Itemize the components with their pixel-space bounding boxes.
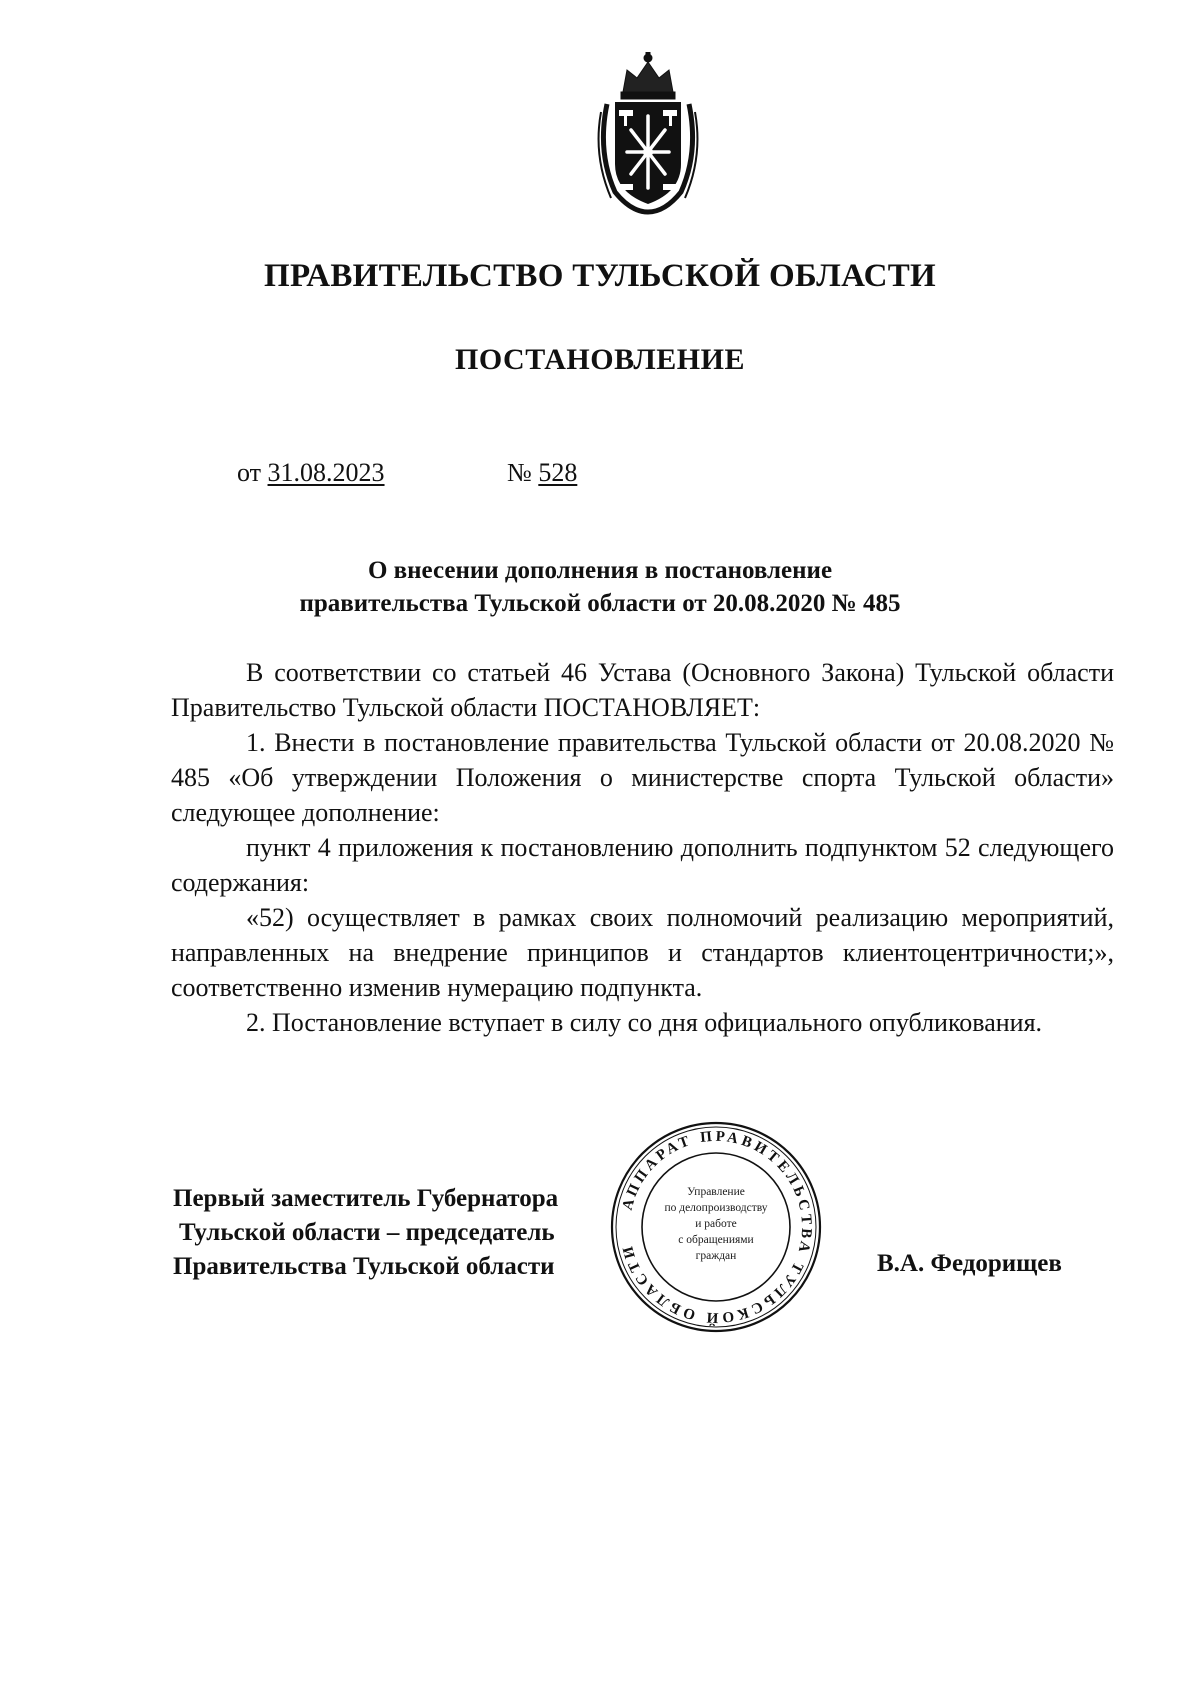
document-subject — [0, 554, 1200, 620]
stamp-inner-text — [632, 1184, 800, 1264]
svg-text:АППАРАТ ПРАВИТЕЛЬСТВА ТУЛЬСКОЙ: АППАРАТ ПРАВИТЕЛЬСТВА ТУЛЬСКОЙ ОБЛАСТИ — [619, 1128, 815, 1326]
item-1-paragraph: 1. Внести в постановление правительства Тульской области от 20.08.2020 № 485 «Об утверждении Положения о министерстве спорта Тульской области» следующее дополнение: — [171, 728, 1114, 827]
subject-line-2: правительства Тульской области от 20.08.2020 № 485 — [299, 590, 901, 617]
number-prefix: № — [507, 458, 539, 487]
stamp-line-1: Управление — [687, 1186, 745, 1198]
document-body — [171, 655, 1114, 1040]
signatory-title — [173, 1182, 558, 1284]
document-date-line — [237, 458, 385, 488]
item-1-detail-paragraph: пункт 4 приложения к постановлению дополнить подпунктом 52 следующего содержания: — [171, 833, 1114, 897]
organization-title: ПРАВИТЕЛЬСТВО ТУЛЬСКОЙ ОБЛАСТИ — [264, 258, 936, 294]
document-number-line — [507, 458, 577, 488]
preamble-paragraph: В соответствии со статьей 46 Устава (Основного Закона) Тульской области Правительство Тульской области ПОСТАНОВЛЯЕТ: — [171, 658, 1114, 722]
stamp-line-2: по делопроизводству — [664, 1202, 768, 1214]
signatory-name: В.А. Федорищев — [877, 1250, 1062, 1277]
document-date: 31.08.2023 — [267, 458, 385, 487]
tula-coat-of-arms-icon — [593, 52, 703, 216]
stamp-line-3: и работе — [695, 1218, 737, 1230]
stamp-line-4: с обращениями — [678, 1234, 754, 1246]
signatory-title-line-2: Тульской области – председатель — [179, 1219, 555, 1246]
signatory-title-line-3: Правительства Тульской области — [173, 1253, 555, 1280]
stamp-line-5: граждан — [695, 1250, 737, 1262]
item-2-paragraph: 2. Постановление вступает в силу со дня официального опубликования. — [246, 1008, 1043, 1037]
date-prefix: от — [237, 458, 268, 487]
signatory-title-line-1: Первый заместитель Губернатора — [173, 1185, 559, 1212]
document-number: 528 — [538, 458, 578, 487]
item-1-quote-paragraph: «52) осуществляет в рамках своих полномочий реализацию мероприятий, направленных на внедрение принципов и стандартов клиентоцентричности;», соответственно изменив нумерацию подпункта. — [171, 903, 1114, 1002]
document-type: ПОСТАНОВЛЕНИЕ — [455, 343, 745, 376]
subject-line-1: О внесении дополнения в постановление — [367, 557, 833, 584]
